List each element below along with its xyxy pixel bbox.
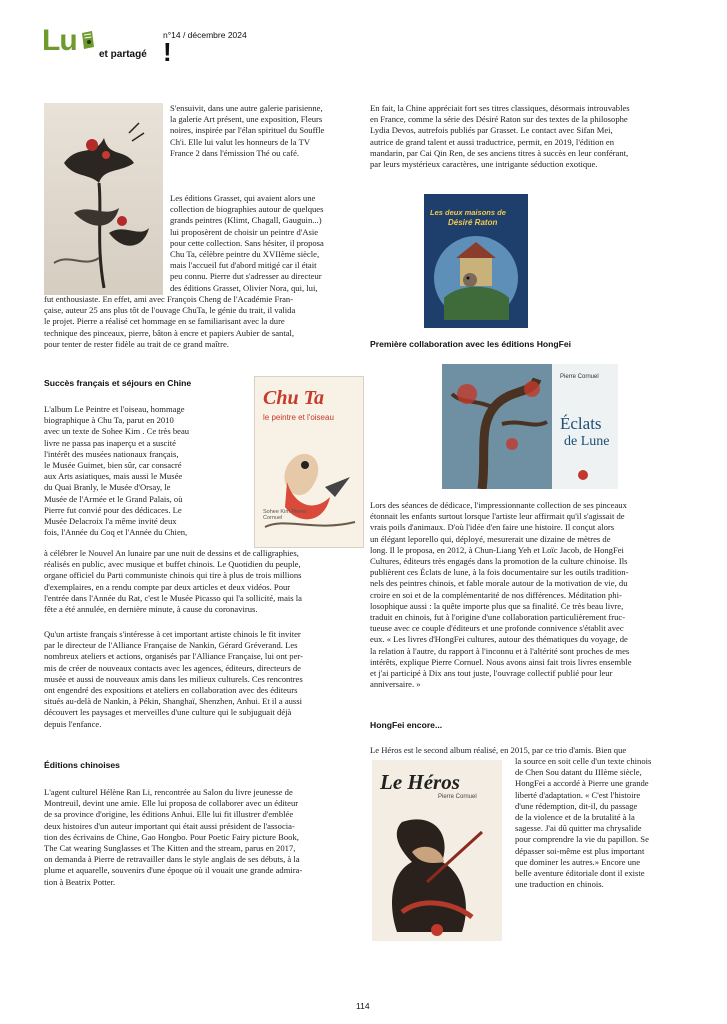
text-line: avec un texte de Sohee Kim . Ce très beau [44, 426, 190, 437]
text-line: la relation à l'autre, du rapport à l'inconnu et à l'altérité sont proches de mes [370, 645, 630, 656]
book-title: Les deux maisons de [430, 208, 506, 217]
book-author: Pierre Cornuel [560, 374, 599, 380]
text-line: peu connu. Pierre dut s'adresser au directeur [170, 271, 322, 282]
text-line: un élégant leporello qui, déployé, mesurerait une dizaine de mètres de [370, 533, 611, 544]
text-line: plume et aquarelle, souvenirs d'une époque où il vouait une grande admira- [44, 865, 303, 876]
right-para-2 [370, 500, 688, 690]
text-line: intérêts, explique Pierre Cornuel. Nous avons ainsi fait trois livres ensemble [370, 656, 632, 667]
issue-label: n°14 / décembre 2024 [163, 30, 247, 40]
logo-exclamation: ! [163, 37, 172, 67]
book-title: de Lune [564, 434, 610, 449]
page-number: 114 [356, 1001, 370, 1011]
image-caption: Première collaboration avec les éditions HongFei [370, 339, 572, 349]
text-line: aux Arts asiatiques, mais aussi le Musée [44, 471, 183, 482]
text-line: losophique aussi : la quête importe plus que sa finalité. Ce très beau livre, [370, 600, 624, 611]
text-line: la galerie Art présent, une exposition, Fleurs [170, 114, 323, 125]
text-line: Lydia Devos, autrefois publiés par Grasset. Le contact avec Sifan Mei, [370, 125, 613, 136]
book-title: Chu Ta [263, 387, 324, 409]
right-para-3-first [370, 745, 688, 756]
text-line: mandarin, par Cai Qin Ren, de ses anciens titres à succès en leur conférant, [370, 147, 629, 158]
text-line: depuis l'enfance. [44, 718, 102, 729]
text-line: Cultures, éditeurs très engagés dans la promotion de la culture chinoise. Ils [370, 556, 628, 567]
left-para-3-cont [44, 548, 364, 615]
raton-illustration [424, 228, 528, 328]
text-line: de Chen Sou datant du IIIème siècle, [515, 767, 642, 778]
logo [42, 22, 172, 67]
book-cover-chu-ta [254, 376, 364, 548]
book-cover-desire-raton [424, 194, 528, 328]
text-line: Ch'i. Elle lui valut les honneurs de la TV [170, 136, 311, 147]
text-line: musée et aussi de nouveaux amis dans les milieux culturels. Ces rencontres [44, 673, 303, 684]
text-line: The Cat wearing Sunglasses et The Kitten and the stream, parus en 2017, [44, 843, 296, 854]
text-line: que dominer les autres.» Encore une [515, 856, 641, 867]
text-line: une traduction en chinois. [515, 879, 604, 890]
text-line: pour comprendre la vie du papillon. Se [515, 834, 649, 845]
text-line: nels des peintres chinois, et fable morale autour de la motivation de vie, du [370, 578, 628, 589]
text-line: sagesse. J'ai dû quitter ma chrysalide [515, 823, 642, 834]
text-line: à célébrer le Nouvel An lunaire par une nuit de dessins et de calligraphies, [44, 548, 299, 558]
text-line: ont engendré des expositions et ateliers en collaboration avec des éditeurs [44, 685, 298, 696]
text-line: pour cette collection. Sans hésiter, il proposa [170, 237, 324, 248]
text-line: l'intérêt des musées nationaux français, [44, 448, 179, 459]
text-line: livre ne passa pas inaperçu et a suscité [44, 437, 176, 448]
text-line: Musée de l'Armée et le Grand Palais, où [44, 493, 183, 504]
text-line: En fait, la Chine appréciait fort ses titres classiques, désormais introuvables [370, 103, 630, 113]
publisher-logo-icon [578, 470, 588, 480]
text-line: Musée Delacroix l'a même invité deux [44, 516, 177, 527]
logo-lu: Lu [42, 24, 77, 57]
text-line: de la violence et de la brutalité à la [515, 812, 635, 823]
text-line: L'album Le Peintre et l'oiseau, hommage [44, 404, 185, 414]
left-para-5 [44, 787, 364, 888]
right-para-3 [515, 756, 695, 890]
text-line: fête a été annulée, en dernière minute, à cause du coronavirus. [44, 604, 258, 615]
text-line: Les éditions Grasset, qui avaient alors une [170, 193, 316, 203]
text-line: le projet. Pierre a réalisé cet hommage en se familiarisant avec la dure [44, 316, 285, 327]
text-line: par leurs mystérieux caractères, une intrigante séduction exotique. [370, 159, 598, 170]
left-para-2-cont [44, 294, 364, 350]
ink-painting-image [44, 103, 163, 295]
text-line: par le directeur de l'Alliance Française de Nankin, Gérard Gréverand. Les [44, 640, 298, 651]
text-line: on demanda à Pierre de retravailler dans le style anglais de ses débuts, à la [44, 854, 300, 865]
text-line: dépasser soi-même est plus important [515, 845, 645, 856]
text-line: deux histoires d'un auteur important qui était aussi président de l'associa- [44, 820, 295, 831]
section-heading: Éditions chinoises [44, 760, 120, 770]
text-line: pour tenter de rester fidèle au trait de ce grand maître. [44, 338, 229, 349]
book-cover-le-heros [372, 760, 502, 941]
text-line: tueuse avec ce couple d'éditeurs et une profonde connivence s'établit avec [370, 623, 624, 634]
text-line: long. Il le proposa, en 2012, à Chun-Liang Yeh et Loïc Jacob, de HongFei [370, 544, 624, 555]
left-para-2 [170, 193, 360, 294]
text-line: S'ensuivit, dans une autre galerie parisienne, [170, 103, 323, 113]
text-line: fois, l'Année du Coq et l'Année du Chien, [44, 527, 188, 538]
section-heading: HongFei encore... [370, 720, 443, 730]
text-line: biographique à Chu Ta, parut en 2010 [44, 415, 174, 426]
text-line: de sa province d'origine, les éditions Anhui. Elle lui fit illustrer d'emblée [44, 809, 294, 820]
text-line: publièrent ces Éclats de lune, à la fois documentaire sur les outils tradition- [370, 567, 629, 578]
text-line: çaise, auteur 25 ans plus tôt de l'ouvage ChuTa, le génie du trait, il valida [44, 305, 296, 316]
logo-et-partage: et partagé [99, 49, 147, 60]
left-para-4 [44, 629, 364, 730]
book-title: Éclats [560, 414, 602, 433]
text-line: Le Héros est le second album réalisé, en 2015, par ce trio d'amis. Bien que [370, 745, 627, 755]
text-line: découvert les paysages et merveilles d'une culture qui le subjuguait déjà [44, 707, 292, 718]
book-subtitle: le peintre et l'oiseau [263, 413, 334, 422]
text-line: autrice de grand talent et aussi traductrice, permit, en 2019, l'édition en [370, 136, 614, 147]
text-line: vrais poils d'animaux. D'où l'idée d'en faire une histoire. Il conçut alors [370, 522, 615, 533]
text-line: grands peintres (Klimt, Chagall, Gauguin...) [170, 215, 322, 226]
text-line: l'entrée dans l'Année du Rat, c'est le Musée Picasso qui l'a sollicité, mais la [44, 592, 302, 603]
text-line: organe officiel du Parti communiste chinois qui tire à plus de trois millions [44, 570, 302, 581]
text-line: Lors des séances de dédicace, l'impressionnante collection de ses pinceaux [370, 500, 627, 510]
text-line: belle aventure éditoriale dont il existe [515, 868, 645, 879]
section-heading: Succès français et séjours en Chine [44, 378, 192, 388]
left-para-1 [170, 103, 360, 159]
text-line: Pierre fut convié pour des dédicaces. Le [44, 504, 182, 515]
text-line: France 2 dans l'émission Thé ou café. [170, 147, 300, 158]
text-line: du Quai Branly, le Musée d'Orsay, le [44, 482, 171, 493]
text-line: HongFei a accordé à Pierre une grande [515, 778, 649, 789]
text-line: Montreuil, devint une amie. Elle lui proposa de collaborer avec un éditeur [44, 798, 299, 809]
text-line: nombreux ateliers et actions, organisés par l'Alliance Française, lui ont per- [44, 651, 303, 662]
text-line: des éditions Grasset, Olivier Nora, qui, lui, [170, 282, 318, 293]
text-line: en France, comme la série des Désiré Raton sur des textes de la philosophe [370, 114, 628, 125]
text-line: la source en soit celle d'un texte chinois [515, 756, 652, 766]
text-line: Chu Ta, célèbre peintre du XVIIème siècle, [170, 249, 320, 260]
text-line: anniversaire. » [370, 679, 421, 690]
text-line: et j'ai participé à Dix ans tout juste, l'ouvrage collectif publié pour leur [370, 668, 613, 679]
logo-book-icon [80, 30, 96, 50]
text-line: eux. « Les livres d'HongFei cultures, autour des thématiques du voyage, de [370, 634, 628, 645]
book-author: Sohee Kim Pierre Cornuel [263, 509, 307, 521]
text-line: réalisés en public, avec musique et buffet chinois. Le Quotidien du peuple, [44, 559, 301, 570]
left-para-3 [44, 404, 249, 538]
text-line: noires, inspirée par l'élan spirituel du Souffle [170, 125, 325, 136]
text-line: fut enthousiaste. En effet, ami avec François Cheng de l'Académie Fran- [44, 294, 294, 304]
text-line: traduit en chinois, fut à l'origine d'une collaboration particulièrement fruc- [370, 612, 626, 623]
text-line: mis de créer de nouveaux contacts avec les agences, éditeurs, directeurs de [44, 662, 301, 673]
text-line: collection de biographies autour de quelques [170, 204, 324, 215]
text-line: L'agent culturel Hélène Ran Li, rencontrée au Salon du livre jeunesse de [44, 787, 293, 797]
text-line: liberté d'adaptation. « C'est l'histoire [515, 789, 641, 800]
book-cover-eclats-de-lune [442, 364, 618, 489]
text-line: lui proposèrent de choisir un peintre d'Asie [170, 226, 319, 237]
text-line: étonnait les enfants surtout lorsque l'artiste leur affirmait qu'il s'agissait de [370, 511, 625, 522]
text-line: technique des pinceaux, pierre, bâton à encre et papiers Aubier de santal, [44, 327, 295, 338]
text-line: le Musée Guimet, bien sûr, car consacré [44, 460, 182, 471]
right-para-1 [370, 103, 688, 170]
text-line: mais l'accueil fut d'abord mitigé car il était [170, 260, 317, 271]
text-line: tion à Beatrix Potter. [44, 876, 116, 887]
text-line: tion des écrivains de Chine, Gao Hongbo. Pour Poetic Fairy picture Book, [44, 831, 299, 842]
book-title: Désiré Raton [448, 218, 498, 227]
text-line: d'une rédemption, dit-il, du passage [515, 800, 638, 811]
text-line: croire en soi et de la complémentarité de nos différences. Méditation phi- [370, 589, 622, 600]
text-line: Qu'un artiste français s'intéresse à cet important artiste chinois le fit inviter [44, 629, 301, 639]
book-author: Pierre Cornuel [438, 794, 477, 800]
text-line: d'exemplaires, en a rendu compte par deux articles et deux vidéos. Pour [44, 581, 291, 592]
book-title: Le Héros [380, 770, 460, 794]
warrior-illustration [372, 802, 502, 941]
text-line: situés au-delà de Nankin, à Pékin, Shanghaï, Shenzhen, Anhui. Et il a aussi [44, 696, 303, 707]
